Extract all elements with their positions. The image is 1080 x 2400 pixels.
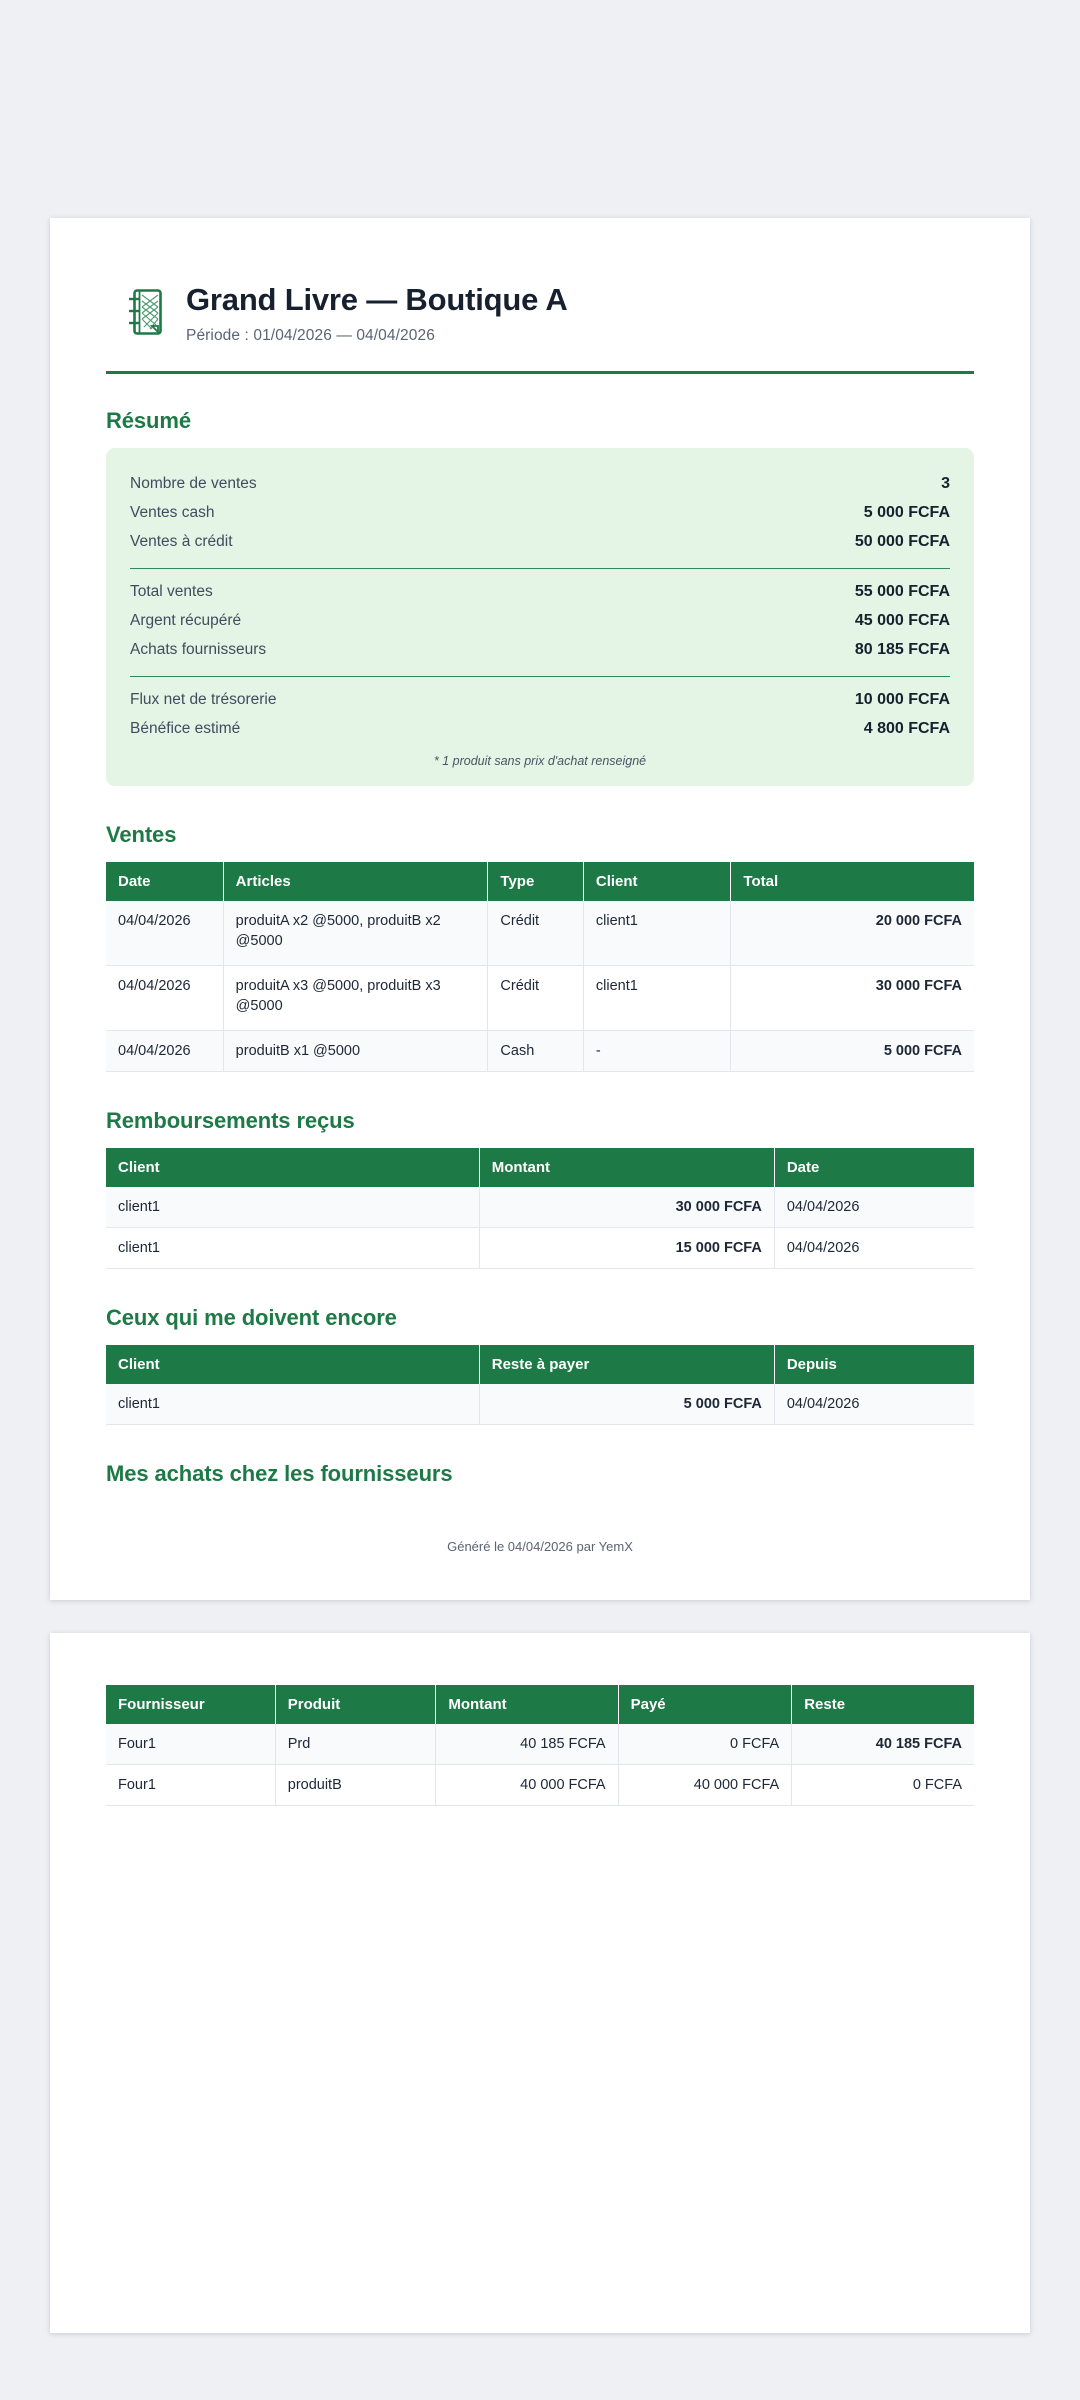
cell-montant: 40 185 FCFA (436, 1724, 618, 1765)
column-header-produit: Produit (275, 1685, 436, 1724)
summary-value: 55 000 FCFA (854, 583, 950, 601)
creances-table (106, 1345, 974, 1425)
ventes-table (106, 862, 974, 1072)
summary-footnote: * 1 produit sans prix d'achat renseigné (433, 753, 647, 768)
summary-value: 50 000 FCFA (854, 533, 950, 551)
cell-total: 30 000 FCFA (731, 965, 974, 1030)
summary-row-argent-recupere (130, 607, 950, 636)
section-title-resume: Résumé (106, 407, 191, 433)
cell-date: 04/04/2026 (106, 1030, 223, 1071)
document-footer: Généré le 04/04/2026 par YemX (447, 1538, 633, 1554)
summary-row-total-ventes (130, 578, 950, 607)
cell-produit: produitB (275, 1764, 436, 1805)
document-page-1 (50, 218, 1030, 1600)
cell-fournisseur: Four1 (106, 1724, 275, 1765)
cell-date: 04/04/2026 (774, 1187, 974, 1228)
cell-reste: 40 185 FCFA (792, 1724, 974, 1765)
summary-row-benefice-estime (130, 715, 950, 744)
cell-montant: 30 000 FCFA (479, 1187, 774, 1228)
table-header-row (106, 1148, 974, 1187)
cell-paye: 0 FCFA (618, 1724, 792, 1765)
cell-articles: produitA x2 @5000, produitB x2 @5000 (223, 901, 488, 966)
cell-client: client1 (583, 901, 731, 966)
summary-divider (130, 568, 950, 569)
cell-client: client1 (106, 1384, 479, 1425)
cell-client: client1 (106, 1227, 479, 1268)
summary-label: Flux net de trésorerie (130, 691, 277, 709)
summary-label: Bénéfice estimé (130, 720, 241, 738)
column-header-montant: Montant (436, 1685, 618, 1724)
summary-row-ventes-cash (130, 499, 950, 528)
column-header-date: Date (106, 862, 223, 901)
column-header-paye: Payé (618, 1685, 792, 1724)
cell-total: 20 000 FCFA (731, 901, 974, 966)
column-header-montant: Montant (479, 1148, 774, 1187)
summary-label: Ventes cash (130, 504, 215, 522)
summary-row-nombre-de-ventes (130, 470, 950, 499)
column-header-client: Client (583, 862, 731, 901)
column-header-client: Client (106, 1345, 479, 1384)
table-row (106, 965, 974, 1030)
cell-client: client1 (106, 1187, 479, 1228)
document-header (106, 282, 974, 345)
cell-date: 04/04/2026 (106, 965, 223, 1030)
table-header-row (106, 1685, 974, 1724)
column-header-reste-a-payer: Reste à payer (479, 1345, 774, 1384)
table-row (106, 901, 974, 966)
cell-client: client1 (583, 965, 731, 1030)
fournisseurs-table (106, 1685, 974, 1806)
section-title-fournisseurs: Mes achats chez les fournisseurs (106, 1460, 453, 1486)
summary-divider (130, 676, 950, 677)
section-title-ventes: Ventes (106, 821, 177, 847)
section-title-creances: Ceux qui me doivent encore (106, 1304, 397, 1330)
column-header-type: Type (488, 862, 583, 901)
summary-value: 5 000 FCFA (863, 504, 950, 522)
cell-reste: 5 000 FCFA (479, 1384, 774, 1425)
column-header-articles: Articles (223, 862, 488, 901)
table-header-row (106, 1345, 974, 1384)
remboursements-table (106, 1148, 974, 1269)
cell-paye: 40 000 FCFA (618, 1764, 792, 1805)
cell-type: Cash (488, 1030, 583, 1071)
summary-label: Argent récupéré (130, 612, 242, 630)
summary-value: 80 185 FCFA (854, 641, 950, 659)
table-row (106, 1724, 974, 1765)
table-row (106, 1227, 974, 1268)
summary-value: 45 000 FCFA (854, 612, 950, 630)
column-header-fournisseur: Fournisseur (106, 1685, 275, 1724)
column-header-reste: Reste (792, 1685, 974, 1724)
summary-label: Total ventes (130, 583, 213, 601)
table-row (106, 1187, 974, 1228)
cell-total: 5 000 FCFA (731, 1030, 974, 1071)
cell-montant: 40 000 FCFA (436, 1764, 618, 1805)
summary-value: 4 800 FCFA (863, 720, 950, 738)
table-row (106, 1384, 974, 1425)
header-text-block (186, 282, 568, 345)
cell-client: - (583, 1030, 731, 1071)
cell-articles: produitA x3 @5000, produitB x3 @5000 (223, 965, 488, 1030)
document-page-2 (50, 1633, 1030, 2333)
cell-type: Crédit (488, 901, 583, 966)
summary-row-achats-fournisseurs (130, 636, 950, 665)
cell-date: 04/04/2026 (106, 901, 223, 966)
cell-produit: Prd (275, 1724, 436, 1765)
summary-card (106, 448, 974, 786)
document-period: Période : 01/04/2026 — 04/04/2026 (186, 326, 435, 344)
page-title: Grand Livre — Boutique A (186, 282, 568, 317)
cell-fournisseur: Four1 (106, 1764, 275, 1805)
summary-label: Nombre de ventes (130, 475, 257, 493)
column-header-total: Total (731, 862, 974, 901)
table-row (106, 1030, 974, 1071)
column-header-client: Client (106, 1148, 479, 1187)
cell-date: 04/04/2026 (774, 1227, 974, 1268)
cell-articles: produitB x1 @5000 (223, 1030, 488, 1071)
cell-reste: 0 FCFA (792, 1764, 974, 1805)
summary-row-flux-net-de-tresorerie (130, 686, 950, 715)
column-header-date: Date (774, 1148, 974, 1187)
table-row (106, 1764, 974, 1805)
header-divider (106, 371, 974, 374)
table-header-row (106, 862, 974, 901)
summary-label: Achats fournisseurs (130, 641, 267, 659)
cell-type: Crédit (488, 965, 583, 1030)
cell-depuis: 04/04/2026 (774, 1384, 974, 1425)
summary-value: 10 000 FCFA (854, 691, 950, 709)
section-title-remboursements: Remboursements reçus (106, 1107, 355, 1133)
cell-montant: 15 000 FCFA (479, 1227, 774, 1268)
summary-row-ventes-a-credit (130, 528, 950, 557)
summary-value: 3 (941, 475, 950, 493)
column-header-depuis: Depuis (774, 1345, 974, 1384)
summary-label: Ventes à crédit (130, 533, 233, 551)
ledger-notebook-icon (126, 288, 164, 336)
